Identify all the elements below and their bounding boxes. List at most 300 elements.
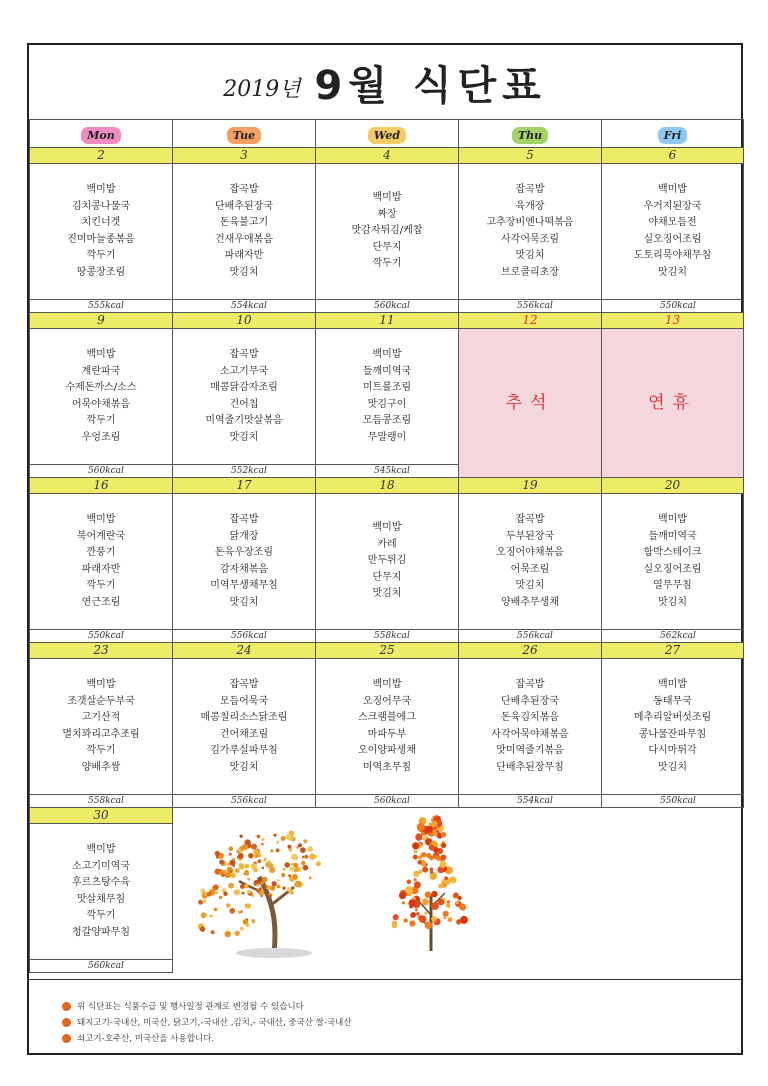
menu-item: 청갈양파무침 [72,926,130,938]
holiday-label: 연휴 [648,392,697,413]
menu-cell [30,824,173,960]
leaf-icon [433,831,438,836]
menu-item: 백미밥 [86,844,116,855]
menu-cell [459,659,602,795]
menu-item: 미역무생채무침 [210,580,278,591]
leaf-icon [425,921,433,929]
date-cell: 3 [173,148,316,164]
leaf-icon [444,876,448,880]
leaf-icon [307,846,313,852]
leaf-icon [443,916,446,919]
leaf-icon [441,832,446,837]
menu-item: 맛김치 [229,431,259,443]
leaf-icon [235,931,240,936]
leaf-icon [441,855,447,861]
menu-item: 잡곡밥 [229,349,259,360]
leaf-icon [230,871,232,873]
leaf-icon [243,919,248,924]
menu-item: 잡곡밥 [515,184,545,195]
leaf-icon [284,862,290,868]
leaf-icon [256,889,260,893]
leaf-icon [283,868,286,871]
menu-cell [173,329,316,465]
date-cell: 20 [602,478,744,494]
menu-item: 고추장비엔나떡볶음 [486,217,574,228]
leaf-icon [270,886,275,891]
kcal-cell: 545kcal [316,465,459,478]
leaf-icon [458,896,462,900]
leaf-icon [229,853,232,856]
leaf-icon [294,867,298,871]
leaf-icon [440,861,447,868]
leaf-icon [248,853,253,858]
day-header-cell [459,120,602,148]
menu-item: 단배추된장국 [501,695,559,707]
menu-item: 사각어묵조림 [501,233,559,245]
menu-item: 오징어무국 [362,695,412,707]
menu-item: 잡곡밥 [515,679,545,690]
menu-item: 백미밥 [86,184,116,195]
leaf-icon [228,883,234,889]
menu-item: 돈육김치볶음 [501,712,559,723]
menu-item: 백미밥 [372,522,402,534]
menu-item: 백미밥 [86,679,116,690]
menu-item: 두부된장국 [505,530,555,542]
menu-item: 미트볼조림 [362,382,412,393]
kcal-cell: 560kcal [30,465,173,478]
menu-item: 맛살채무침 [76,893,126,905]
menu-cell [30,494,173,630]
menu-item: 백미밥 [658,184,687,195]
menu-item: 양배추쌈 [81,761,121,773]
menu-item: 돈육불고기 [219,217,269,228]
leaf-icon [405,886,413,894]
leaf-icon [426,853,431,858]
menu-item: 단무지 [372,571,402,583]
leaf-icon [242,844,248,850]
leaf-icon [422,898,429,905]
menu-item: 매콤칠리소스닭조림 [200,712,288,723]
menu-item: 맛김치 [229,761,259,773]
menu-item: 짜장 [377,208,397,220]
menu-item: 모듬어묵국 [219,695,269,707]
leaf-icon [247,889,251,893]
leaf-icon [215,891,218,894]
leaf-icon [441,843,446,848]
kcal-cell: 560kcal [30,960,173,973]
leaf-icon [287,887,292,892]
leaf-icon [198,900,203,905]
menu-item: 브로콜리초장 [501,266,559,278]
leaf-icon [223,892,227,896]
menu-item: 잡곡밥 [515,514,545,525]
leaf-icon [431,902,439,910]
menu-item: 연근조림 [81,596,121,608]
leaf-icon [316,861,321,866]
note-2 [62,1016,352,1028]
menu-item: 백미밥 [658,679,687,690]
leaf-icon [235,891,238,894]
leaf-icon [303,865,309,871]
menu-item: 마파두부 [367,728,407,740]
menu-cell [173,494,316,630]
menu-item: 깍두기 [86,910,116,921]
date-cell: 10 [173,313,316,329]
bullet-icon [62,1034,71,1043]
leaf-icon [262,867,265,870]
leaf-icon [430,870,434,874]
leaf-icon [244,884,248,888]
leaf-icon [274,834,277,837]
leaf-icon [413,871,419,877]
menu-item: 들깨미역국 [648,530,697,542]
menu-cell [316,164,459,300]
holiday-cell [602,329,744,478]
leaf-icon [408,899,416,907]
menu-item: 맛김치 [229,596,259,608]
leaf-icon [246,904,251,909]
menu-item: 건어칩 [229,398,259,410]
kcal-cell: 550kcal [602,795,744,808]
notes-section [29,979,741,1056]
leaf-icon [213,884,219,890]
leaf-icon [418,860,423,865]
bullet-icon [62,1002,71,1011]
leaf-icon [411,912,416,917]
day-name-wed: Wed [368,127,406,144]
leaf-icon [438,884,443,889]
leaf-icon [456,901,459,904]
menu-item: 고기산적 [81,712,121,723]
tree-right-icon [392,815,468,951]
leaf-icon [416,912,419,915]
menu-item: 맛감자튀김/케찹 [351,225,423,237]
page-title: 9월 식단표 [314,62,547,109]
menu-item: 진미마늘종볶음 [67,233,135,245]
menu-item: 단무지 [372,241,402,253]
leaf-icon [226,903,230,907]
day-header-cell [173,120,316,148]
leaf-icon [247,878,250,881]
menu-item: 우엉조림 [81,431,121,443]
leaf-icon [268,894,271,897]
menu-item: 잡곡밥 [229,679,259,690]
menu-item: 김치콩나물국 [72,200,130,212]
date-cell: 11 [316,313,459,329]
leaf-icon [399,892,406,899]
leaf-icon [238,911,241,914]
leaf-icon [424,911,427,914]
menu-item: 수제돈까스/소스 [65,382,137,393]
leaf-icon [203,899,207,903]
leaf-icon [413,855,418,860]
day-header-cell [602,120,744,148]
menu-item: 치킨너겟 [81,217,121,228]
title-year: 2019년 [223,76,301,102]
leaf-icon [460,916,468,924]
menu-item: 우거지된장국 [643,200,702,212]
menu-item: 단배추된장국 [215,200,273,212]
menu-item: 북어계란국 [76,530,126,542]
menu-item: 매콤닭감자조림 [210,382,278,393]
leaf-icon [277,879,280,882]
kcal-cell: 550kcal [602,300,744,313]
leaf-icon [201,912,207,918]
menu-item: 도토리묵야채무침 [633,250,712,261]
leaf-icon [431,916,437,922]
leaf-icon [303,839,307,843]
menu-item: 돈육우장조림 [215,547,273,558]
menu-item: 깍두기 [372,258,402,270]
leaf-icon [231,873,236,878]
kcal-cell: 556kcal [173,795,316,808]
menu-item: 맛김치 [658,596,687,608]
date-cell: 12 [459,313,602,329]
menu-item: 다시마튀각 [648,745,697,756]
menu-item: 감자채볶음 [219,563,269,575]
kcal-cell: 552kcal [173,465,316,478]
leaf-icon [238,853,244,859]
leaf-icon [252,895,254,897]
date-cell: 9 [30,313,173,329]
leaf-icon [207,892,212,897]
kcal-cell: 554kcal [459,795,602,808]
date-cell: 18 [316,478,459,494]
leaf-icon [229,860,235,866]
day-header-row [30,120,744,148]
leaf-icon [414,878,417,881]
leaf-icon [292,874,298,880]
leaf-icon [200,927,205,932]
kcal-cell: 558kcal [316,630,459,643]
menu-cell [459,164,602,300]
menu-item: 계란파국 [81,365,121,377]
menu-item: 들깨미역국 [362,365,412,377]
menu-item: 건어채조림 [219,728,269,740]
menu-item: 소고기미역국 [72,860,130,872]
date-cell: 17 [173,478,316,494]
leaf-icon [407,880,411,884]
leaf-icon [291,863,294,866]
menu-item: 조갯살순두부국 [67,695,135,707]
menu-item: 깐풍기 [86,547,116,558]
date-row [30,313,744,329]
leaf-icon [261,895,263,897]
leaf-icon [214,908,218,912]
menu-item: 백미밥 [372,192,402,204]
menu-item: 맛김치 [229,266,259,278]
menu-item: 후르츠탕수육 [72,877,130,888]
leaf-icon [239,864,245,870]
leaf-icon [392,923,397,928]
kcal-row [30,630,744,643]
title-row [29,45,741,120]
note-text: 위 식단표는 식품수급 및 행사일정 관계로 변경될 수 있습니다 [77,1002,304,1012]
date-row [30,148,744,164]
menu-cell [602,164,744,300]
leaf-icon [245,872,249,876]
leaf-icon [309,877,312,880]
menu-item: 실오징어조림 [643,233,702,245]
date-cell: 4 [316,148,459,164]
leaf-icon [417,823,425,831]
menu-item: 무말랭이 [367,431,407,443]
holiday-cell [459,329,602,478]
leaf-icon [431,821,438,828]
leaf-icon [276,848,280,852]
menu-item: 잡곡밥 [229,184,259,195]
leaf-icon [409,920,415,926]
leaf-icon [219,871,223,875]
menu-item: 건새우애볶음 [215,233,273,245]
leaf-icon [429,845,435,851]
note-text: 쇠고기-호주산, 미국산을 사용합니다. [77,1034,215,1044]
date-cell: 30 [30,808,173,824]
menu-item: 닭개장 [229,530,259,542]
leaf-icon [302,856,305,859]
menu-item: 백미밥 [658,514,687,525]
menu-item: 백미밥 [372,679,402,690]
menu-row [30,329,744,465]
menu-cell [459,494,602,630]
menu-row [30,494,744,630]
kcal-cell: 556kcal [173,630,316,643]
menu-cell [316,659,459,795]
leaf-icon [260,881,264,885]
kcal-cell: 554kcal [173,300,316,313]
leaf-icon [251,844,257,850]
menu-item: 깍두기 [86,745,116,756]
kcal-row [30,795,744,808]
menu-item: 깍두기 [86,415,116,426]
leaf-icon [300,847,306,853]
leaf-icon [219,896,222,899]
leaf-icon [219,860,224,865]
holiday-label: 추석 [505,392,555,413]
menu-cell [30,659,173,795]
leaf-icon [412,842,419,849]
menu-item: 땅콩장조림 [76,266,126,278]
leaf-icon [419,870,423,874]
menu-item: 어묵조림 [510,563,550,575]
menu-item: 멸치꽈리고추조림 [62,728,140,740]
leaf-icon [419,915,427,923]
date-cell: 6 [602,148,744,164]
leaf-icon [240,927,244,931]
leaf-icon [281,873,285,877]
leaf-icon [253,849,258,854]
menu-item: 맛김치 [515,580,545,591]
leaf-icon [240,884,245,889]
menu-item: 오징어야채볶음 [496,547,564,558]
date-cell: 13 [602,313,744,329]
menu-item: 백미밥 [86,349,116,360]
day-header-cell [316,120,459,148]
leaf-icon [227,863,230,866]
leaf-icon [291,854,297,860]
leaf-icon [431,891,437,897]
leaf-icon [258,859,262,863]
kcal-cell: 550kcal [30,630,173,643]
menu-item: 양배추무생채 [501,596,559,608]
menu-item: 미역초무침 [362,761,412,773]
menu-item: 스크램블에그 [358,712,416,723]
leaf-icon [423,866,428,871]
date-cell: 25 [316,643,459,659]
leaf-icon [393,914,399,920]
note-text: 돼지고기-국내산, 미국산, 닭고기,-국내산 ,김치,- 국내산, 중국산 쌀-국내산 [77,1018,352,1028]
menu-item: 백미밥 [86,514,116,525]
menu-item: 김가루실파무침 [210,745,278,756]
menu-cell [173,659,316,795]
menu-item: 깍두기 [86,580,116,591]
kcal-cell: 558kcal [30,795,173,808]
leaf-icon [294,882,299,887]
menu-item: 오이양파생채 [358,745,416,756]
menu-cell [602,494,744,630]
day-name-thu: Thu [512,127,548,144]
leaf-icon [402,901,405,904]
date-cell: 24 [173,643,316,659]
leaf-icon [438,899,445,906]
bullet-icon [62,1018,71,1027]
leaf-icon [264,858,267,861]
menu-item: 백미밥 [372,349,402,360]
date-cell: 2 [30,148,173,164]
menu-cell [30,164,173,300]
leaf-icon [305,855,309,859]
leaf-icon [276,841,279,844]
leaf-icon [257,835,261,839]
menu-item: 모듬콩조림 [362,415,412,426]
leaf-icon [301,861,305,865]
leaf-icon [270,849,273,852]
menu-item: 열무무침 [653,580,692,591]
leaf-icon [261,843,264,846]
leaf-icon [421,831,425,835]
leaf-icon [414,850,418,854]
day-name-fri: Fri [658,127,688,144]
leaf-icon [443,911,449,917]
leaf-icon [415,908,418,911]
menu-item: 맛김치 [658,266,687,278]
leaf-icon [421,852,426,857]
leaf-icon [236,850,239,853]
day-name-tue: Tue [227,127,261,144]
leaf-icon [265,885,268,888]
leaf-icon [245,864,250,869]
leaf-icon [261,838,264,841]
leaf-icon [425,891,432,898]
date-cell: 16 [30,478,173,494]
leaf-icon [215,851,220,856]
menu-item: 카레 [377,538,397,550]
leaf-icon [423,836,427,840]
menu-item: 만두튀김 [367,555,407,567]
leaf-icon [414,881,421,888]
menu-item: 파래자반 [81,563,121,575]
leaf-icon [447,900,451,904]
menu-item: 사각어묵야채볶음 [491,728,569,740]
leaf-icon [288,874,291,877]
leaf-icon [287,835,292,840]
leaf-icon [235,868,240,873]
leaf-icon [281,836,286,841]
menu-item: 육개장 [515,200,545,212]
date-row [30,643,744,659]
autumn-trees-illustration [179,815,509,965]
leaf-icon [404,918,408,922]
